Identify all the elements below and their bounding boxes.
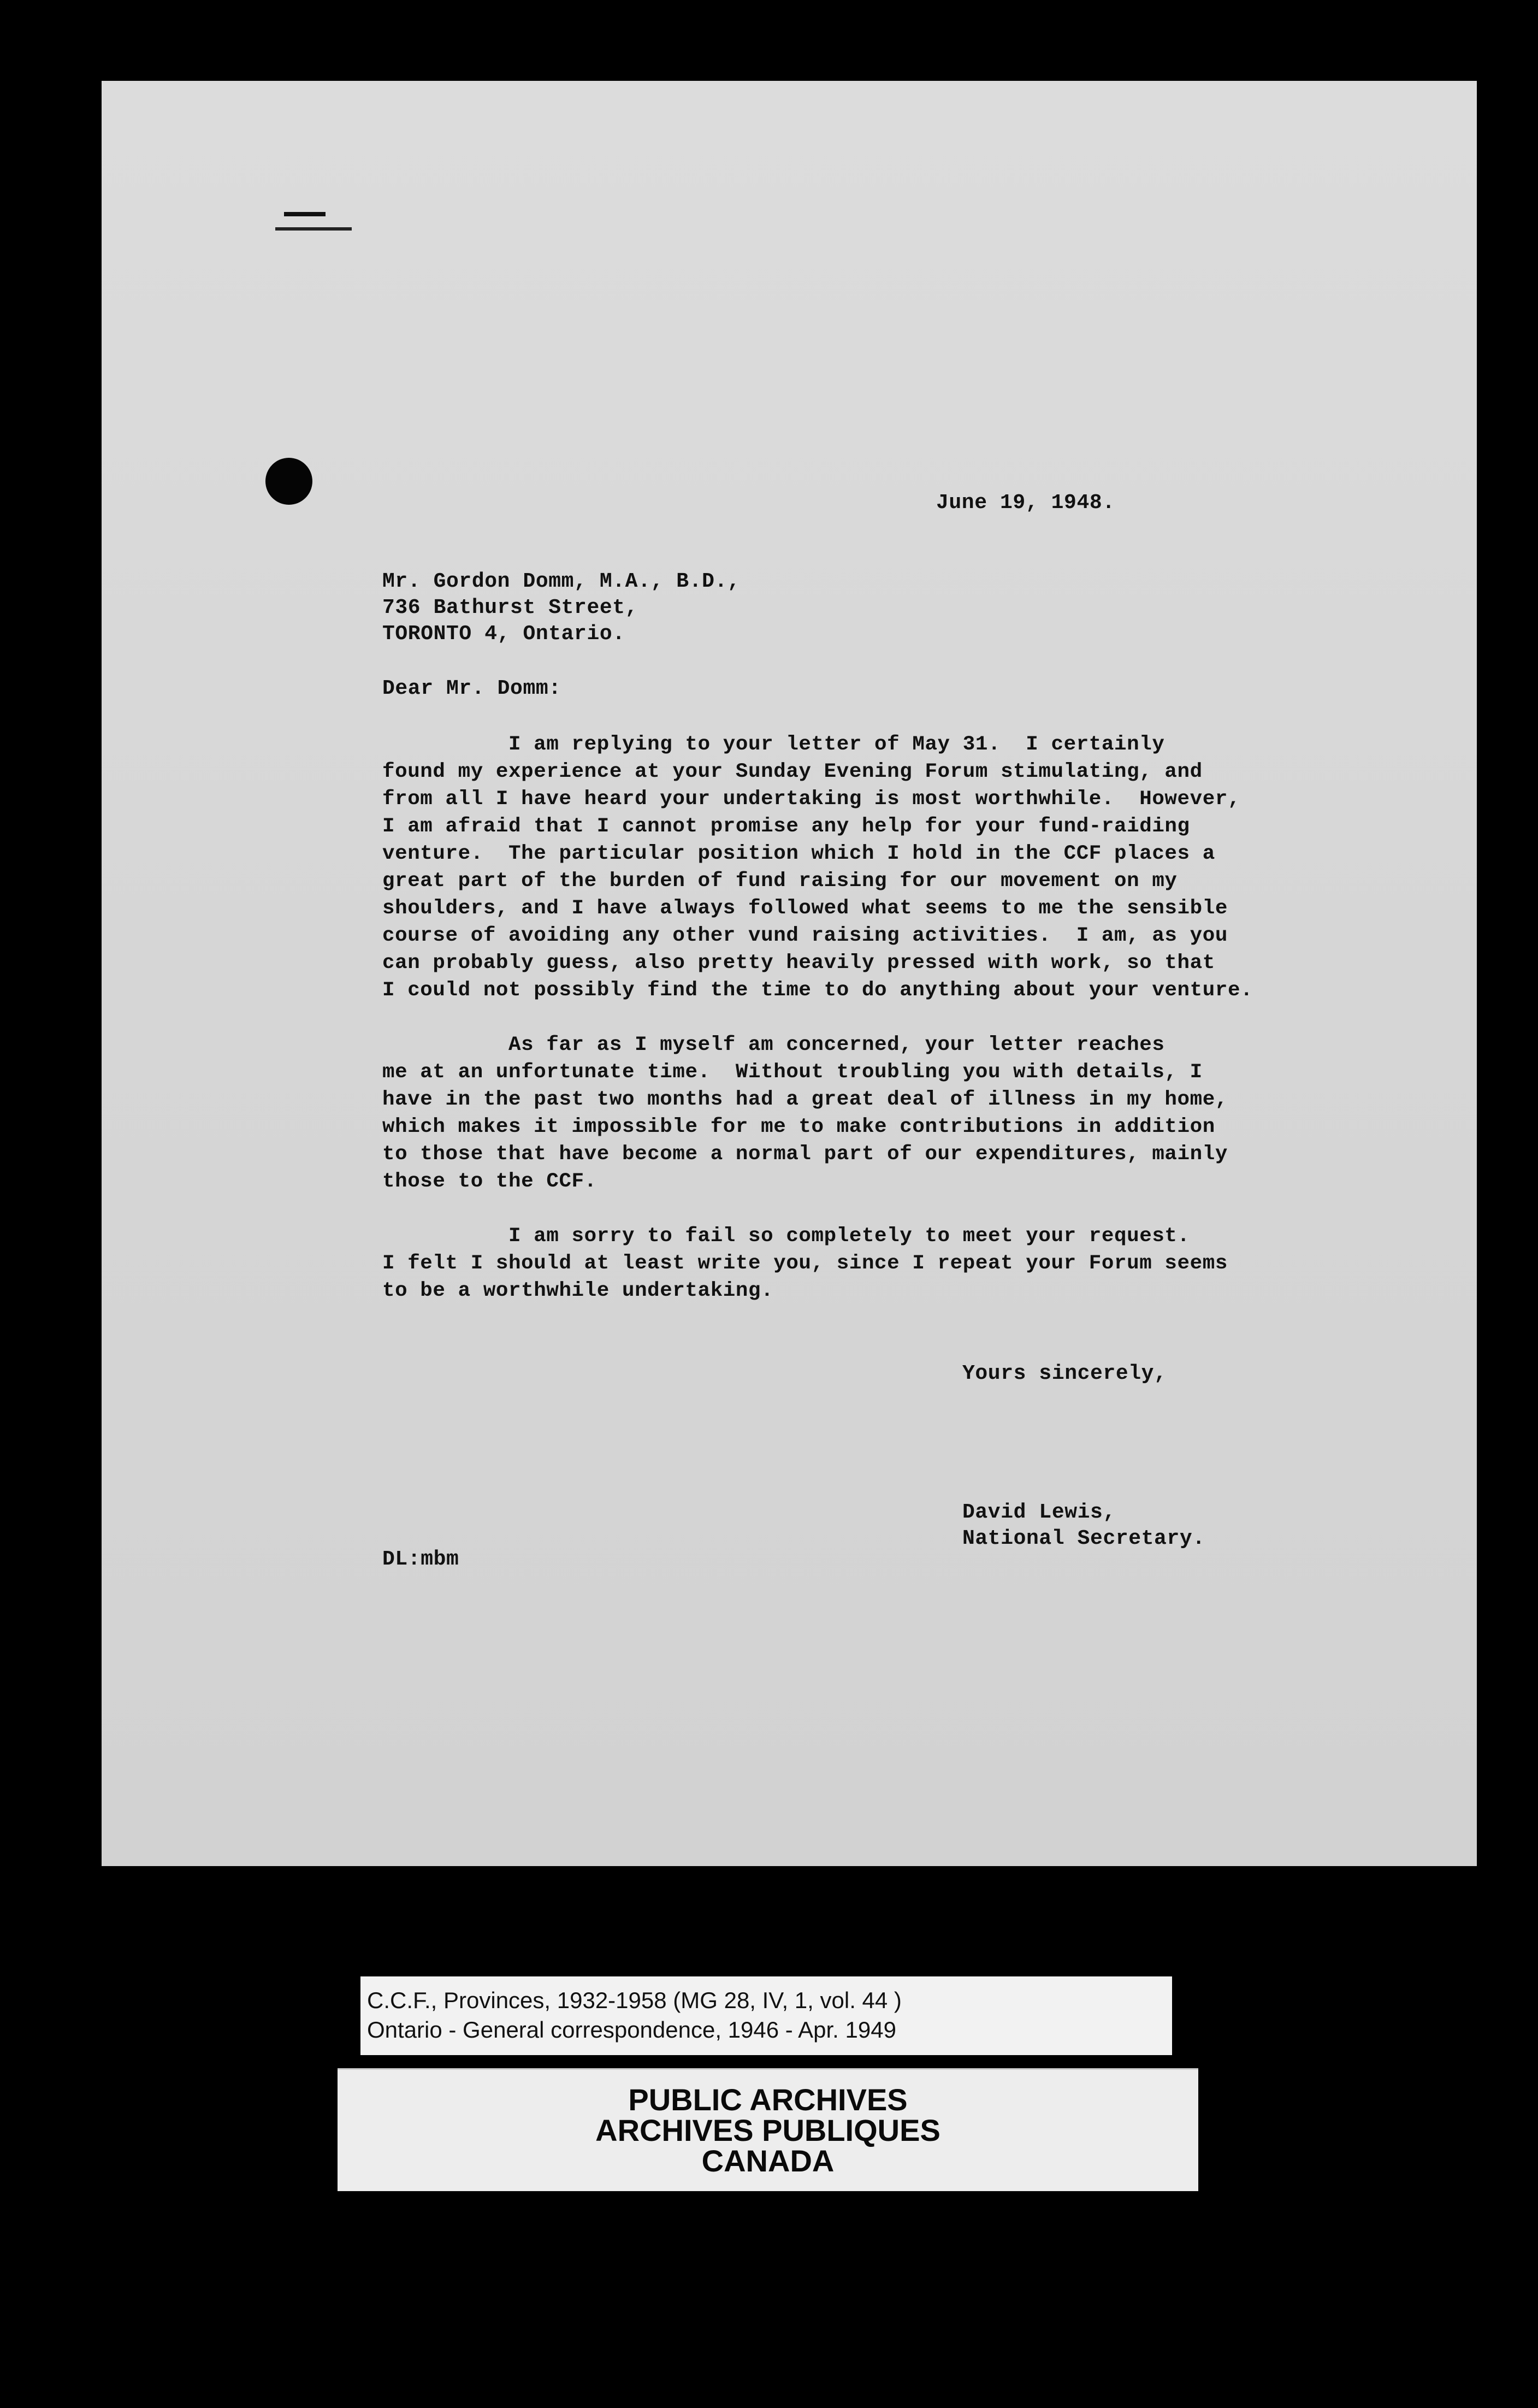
body-line: As far as I myself am concerned, your letter reaches <box>382 1034 1165 1057</box>
body-line: I am sorry to fail so completely to meet your request. <box>382 1225 1190 1248</box>
body-line: which makes it impossible for me to make contributions in addition <box>382 1116 1215 1138</box>
body-line: course of avoiding any other vund raising activities. I am, as you <box>382 924 1228 947</box>
body-line: from all I have heard your undertaking is most worthwhile. However, <box>382 788 1241 811</box>
body-line: great part of the burden of fund raising for our movement on my <box>382 870 1178 893</box>
body-line: I am replying to your letter of May 31. I certainly <box>382 733 1165 756</box>
body-line: me at an unfortunate time. Without troubling you with details, I <box>382 1061 1203 1084</box>
signature-name: David Lewis, <box>962 1501 1116 1524</box>
corner-mark <box>275 212 341 232</box>
body-line: can probably guess, also pretty heavily pressed with work, so that <box>382 952 1215 975</box>
body-line: I am afraid that I cannot promise any help for your fund-raiding <box>382 815 1190 838</box>
archive-stamp <box>338 2068 1198 2191</box>
recipient-name: Mr. Gordon Domm, M.A., B.D., <box>382 570 741 593</box>
recipient-city: TORONTO 4, Ontario. <box>382 622 625 646</box>
closing: Yours sincerely, <box>962 1362 1167 1385</box>
letter-date: June 19, 1948. <box>936 491 1115 515</box>
salutation: Dear Mr. Domm: <box>382 677 561 700</box>
body-line: I felt I should at least write you, since I repeat your Forum seems <box>382 1252 1228 1275</box>
archive-label <box>360 1976 1172 2055</box>
archive-label-line: Ontario - General correspondence, 1946 - Apr. 1949 <box>367 2017 896 2043</box>
archive-label-line: C.C.F., Provinces, 1932-1958 (MG 28, IV, 1, vol. 44 ) <box>367 1987 902 2013</box>
typist-initials: DL:mbm <box>382 1548 459 1571</box>
body-line: shoulders, and I have always followed what seems to me the sensible <box>382 897 1228 920</box>
body-line: those to the CCF. <box>382 1170 597 1193</box>
archive-stamp-line: ARCHIVES PUBLIQUES <box>595 2113 940 2147</box>
archive-stamp-line: CANADA <box>701 2144 835 2178</box>
body-line: to those that have become a normal part of our expenditures, mainly <box>382 1143 1228 1166</box>
signature-title: National Secretary. <box>962 1527 1205 1550</box>
body-line: venture. The particular position which I hold in the CCF places a <box>382 842 1215 865</box>
recipient-street: 736 Bathurst Street, <box>382 596 638 619</box>
body-line: have in the past two months had a great deal of illness in my home, <box>382 1088 1228 1111</box>
punch-hole <box>265 458 312 505</box>
body-line: to be a worthwhile undertaking. <box>382 1279 774 1302</box>
body-line: I could not possibly find the time to do anything about your venture. <box>382 979 1253 1002</box>
body-line: found my experience at your Sunday Evening Forum stimulating, and <box>382 760 1203 783</box>
archive-stamp-line: PUBLIC ARCHIVES <box>628 2082 908 2117</box>
